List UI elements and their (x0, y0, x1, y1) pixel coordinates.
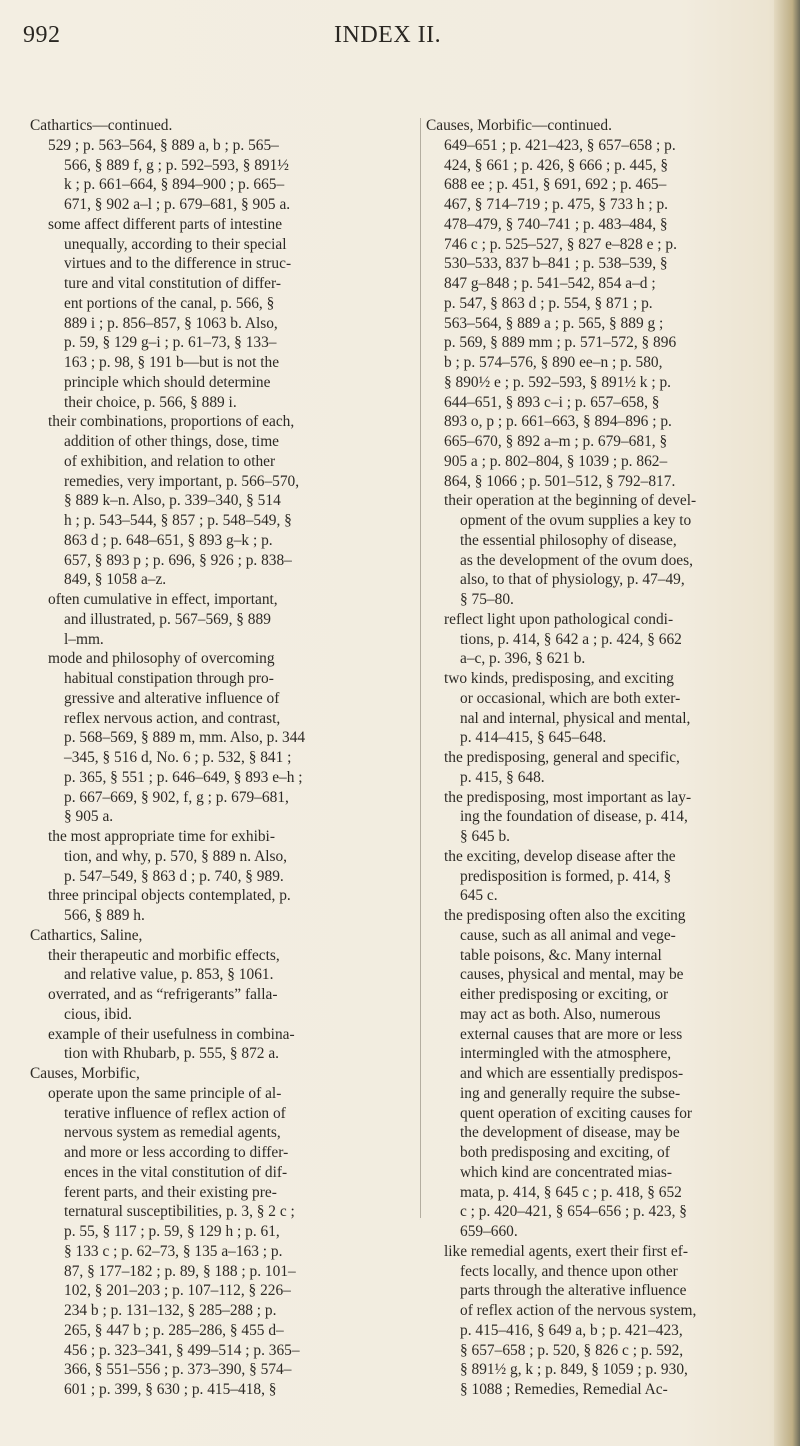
index-entry-line: some affect different parts of intestine (48, 215, 283, 233)
index-entry-line: k ; p. 661–664, § 894–900 ; p. 665– (64, 176, 285, 194)
index-entry-line: ences in the vital constitution of dif- (64, 1163, 288, 1181)
index-entry-line: 366, § 551–556 ; p. 373–390, § 574– (64, 1361, 292, 1379)
index-entry-line: mode and philosophy of overcoming (48, 650, 275, 668)
index-entry-line: opment of the ovum supplies a key to (460, 512, 692, 529)
index-entry-line: their operation at the beginning of devel- (444, 492, 697, 510)
index-entry-line: 87, § 177–182 ; p. 89, § 188 ; p. 101– (64, 1262, 296, 1280)
index-entry-line: nervous system as remedial agents, (64, 1124, 281, 1142)
index-entry-line: unequally, according to their special (64, 235, 287, 253)
index-entry-line: the development of disease, may be (460, 1124, 680, 1142)
index-entry-line: 478–479, § 740–741 ; p. 483–484, § (444, 215, 668, 233)
index-entry-line: ing the foundation of disease, p. 414, (460, 808, 688, 826)
index-entry-line: 467, § 714–719 ; p. 475, § 733 h ; p. (444, 196, 669, 213)
index-entry-line: mata, p. 414, § 645 c ; p. 418, § 652 (460, 1183, 682, 1201)
index-entry-line: § 1088 ; Remedies, Remedial Ac- (460, 1381, 668, 1398)
index-entry-line: 889 i ; p. 856–857, § 1063 b. Also, (64, 314, 278, 332)
index-entry-line: also, to that of physiology, p. 47–49, (460, 571, 685, 589)
index-entry-line: § 889 k–n. Also, p. 339–340, § 514 (64, 492, 281, 510)
page-number: 992 (23, 22, 61, 48)
index-entry-line: 688 ee ; p. 451, § 691, 692 ; p. 465– (444, 176, 667, 194)
index-entry-line: and more or less according to differ- (64, 1144, 289, 1161)
index-entry-line: § 905 a. (64, 808, 114, 826)
index-entry-line: addition of other things, dose, time (64, 433, 280, 450)
index-entry-line: the essential philosophy of disease, (460, 531, 677, 549)
index-entry-line: principle which should determine (64, 373, 271, 391)
index-entry-line: external causes that are more or less (460, 1025, 683, 1043)
index-entry-line: like remedial agents, exert their first ef- (444, 1242, 689, 1260)
index-entry-line: 649–651 ; p. 421–423, § 657–658 ; p. (444, 136, 676, 154)
right-column (426, 116, 800, 1400)
index-entry-line: the predisposing, most important as lay- (444, 788, 692, 806)
index-entry-line: nal and internal, physical and mental, (460, 709, 691, 727)
index-entry-line: cious, ibid. (64, 1005, 132, 1023)
index-entry-line: 530–533, 837 b–841 ; p. 538–539, § (444, 255, 668, 273)
index-entry-line: p. 59, § 129 g–i ; p. 61–73, § 133– (64, 334, 277, 352)
index-heading: Cathartics, Saline, (30, 926, 143, 944)
index-entry-line: 644–651, § 893 c–i ; p. 657–658, § (444, 393, 660, 411)
index-entry-line: or occasional, which are both exter- (460, 689, 681, 707)
index-entry-line: and relative value, p. 853, § 1061. (64, 966, 274, 984)
index-entry-line: p. 365, § 551 ; p. 646–649, § 893 e–h ; (64, 768, 303, 786)
index-entry-line: 265, § 447 b ; p. 285–286, § 455 d– (64, 1321, 284, 1339)
index-entry-line: fects locally, and thence upon other (460, 1262, 678, 1280)
index-entry-line: 849, § 1058 a–z. (64, 571, 167, 589)
index-entry-line: may act as both. Also, numerous (460, 1005, 661, 1023)
index-entry-line: ing and generally require the subse- (460, 1084, 681, 1102)
index-entry-line: 665–670, § 892 a–m ; p. 679–681, § (444, 433, 668, 450)
index-heading: Causes, Morbific—continued. (426, 117, 612, 134)
index-entry-line: § 657–658 ; p. 520, § 826 c ; p. 592, (460, 1341, 684, 1359)
index-entry-line: often cumulative in effect, important, (48, 591, 278, 608)
index-entry-line: virtues and to the difference in struc- (64, 255, 292, 273)
index-entry-line: intermingled with the atmosphere, (460, 1045, 672, 1063)
index-entry-line: overrated, and as “refrigerants” falla- (48, 986, 278, 1003)
index-heading: Causes, Morbific, (30, 1065, 140, 1082)
index-entry-line: both predisposing and exciting, of (460, 1144, 670, 1161)
index-entry-line: 566, § 889 f, g ; p. 592–593, § 891½ (64, 156, 289, 174)
index-entry-line: 905 a ; p. 802–804, § 1039 ; p. 862– (444, 452, 668, 470)
index-entry-line: § 890½ e ; p. 592–593, § 891½ k ; p. (444, 373, 672, 391)
index-entry-line: c ; p. 420–421, § 654–656 ; p. 423, § (460, 1203, 688, 1221)
index-entry-line: gressive and alterative influence of (64, 689, 280, 707)
index-entry-line: reflex nervous action, and contrast, (64, 709, 281, 727)
index-entry-line: which kind are concentrated mias- (460, 1163, 672, 1181)
index-entry-line: § 133 c ; p. 62–73, § 135 a–163 ; p. (64, 1242, 283, 1260)
index-entry-line: 746 c ; p. 525–527, § 827 e–828 e ; p. (444, 235, 677, 253)
index-entry-line: three principal objects contemplated, p. (48, 887, 291, 905)
index-entry-line: and illustrated, p. 567–569, § 889 (64, 610, 271, 628)
index-entry-line: reflect light upon pathological condi- (444, 610, 674, 628)
index-entry-line: 863 d ; p. 648–651, § 893 g–k ; p. (64, 531, 273, 549)
index-entry-line: 102, § 201–203 ; p. 107–112, § 226– (64, 1282, 291, 1300)
index-entry-line: 234 b ; p. 131–132, § 285–288 ; p. (64, 1302, 277, 1319)
index-entry-line: 645 c. (460, 887, 498, 905)
index-entry-line: h ; p. 543–544, § 857 ; p. 548–549, § (64, 512, 292, 529)
index-entry-line: 847 g–848 ; p. 541–542, 854 a–d ; (444, 275, 656, 292)
index-entry-line: the most appropriate time for exhibi- (48, 828, 275, 845)
index-entry-line: 893 o, p ; p. 661–663, § 894–896 ; p. (444, 413, 672, 431)
index-entry-line: example of their usefulness in combina- (48, 1025, 295, 1043)
index-entry-line: p. 547, § 863 d ; p. 554, § 871 ; p. (444, 294, 653, 312)
index-entry-line: 566, § 889 h. (64, 907, 145, 924)
index-entry-line: either predisposing or exciting, or (460, 986, 669, 1003)
index-entry-line: b ; p. 574–576, § 890 ee–n ; p. 580, (444, 354, 663, 371)
index-entry-line: two kinds, predisposing, and exciting (444, 670, 674, 687)
index-entry-line: ture and vital constitution of differ- (64, 275, 281, 292)
index-entry-line: ternatural susceptibilities, p. 3, § 2 c ; (64, 1203, 295, 1221)
running-title: INDEX II. (334, 22, 442, 48)
index-entry-line: § 75–80. (460, 591, 514, 608)
index-entry-line: p. 569, § 889 mm ; p. 571–572, § 896 (444, 334, 677, 352)
index-entry-line: tions, p. 414, § 642 a ; p. 424, § 662 (460, 630, 682, 648)
index-entry-line: 456 ; p. 323–341, § 499–514 ; p. 365– (64, 1341, 300, 1359)
index-entry-line: § 645 b. (460, 828, 511, 845)
index-entry-line: operate upon the same principle of al- (48, 1084, 282, 1102)
index-entry-line: tion with Rhubarb, p. 555, § 872 a. (64, 1045, 280, 1063)
index-entry-line: the predisposing, general and specific, (444, 749, 680, 766)
index-entry-line: quent operation of exciting causes for (460, 1104, 693, 1122)
index-entry-line: and which are essentially predispos- (460, 1065, 684, 1082)
index-entry-line: ent portions of the canal, p. 566, § (64, 294, 275, 312)
index-entry-line: cause, such as all animal and vege- (460, 926, 676, 944)
index-entry-line: of exhibition, and relation to other (64, 452, 276, 470)
index-entry-line: habitual constipation through pro- (64, 670, 274, 687)
index-entry-line: tion, and why, p. 570, § 889 n. Also, (64, 847, 288, 865)
index-entry-line: p. 414–415, § 645–648. (460, 729, 607, 747)
index-entry-line: predisposition is formed, p. 414, § (460, 867, 672, 885)
index-entry-line: p. 667–669, § 902, f, g ; p. 679–681, (64, 788, 289, 806)
index-entry-line: p. 415–416, § 649 a, b ; p. 421–423, (460, 1321, 683, 1339)
index-entry-line: parts through the alterative influence (460, 1282, 687, 1300)
index-entry-line: ferent parts, and their existing pre- (64, 1183, 277, 1201)
index-entry-line: 659–660. (460, 1223, 518, 1240)
index-entry-line: their therapeutic and morbific effects, (48, 946, 280, 964)
index-entry-line: the predisposing often also the exciting (444, 907, 686, 924)
index-entry-line: p. 55, § 117 ; p. 59, § 129 h ; p. 61, (64, 1223, 280, 1240)
index-entry-line: 864, § 1066 ; p. 501–512, § 792–817. (444, 472, 676, 490)
index-entry-line: their combinations, proportions of each, (48, 413, 295, 431)
index-entry-line: the exciting, develop disease after the (444, 847, 676, 865)
index-entry-line: 671, § 902 a–l ; p. 679–681, § 905 a. (64, 196, 291, 213)
index-entry-line: 529 ; p. 563–564, § 889 a, b ; p. 565– (48, 136, 279, 154)
index-entry-line: 563–564, § 889 a ; p. 565, § 889 g ; (444, 314, 664, 332)
index-entry-line: causes, physical and mental, may be (460, 966, 684, 984)
index-entry-line: p. 415, § 648. (460, 768, 545, 786)
index-entry-line: p. 568–569, § 889 m, mm. Also, p. 344 (64, 729, 306, 747)
index-entry-line: table poisons, &c. Many internal (460, 946, 662, 964)
index-entry-line: a–c, p. 396, § 621 b. (460, 650, 586, 668)
index-entry-line: l–mm. (64, 630, 104, 648)
page-header (0, 18, 800, 52)
index-entry-line: as the development of the ovum does, (460, 551, 693, 569)
index-entry-line: 657, § 893 p ; p. 696, § 926 ; p. 838– (64, 551, 292, 569)
index-entry-line: their choice, p. 566, § 889 i. (64, 393, 237, 411)
index-entry-line: p. 547–549, § 863 d ; p. 740, § 989. (64, 867, 284, 885)
index-entry-line: § 891½ g, k ; p. 849, § 1059 ; p. 930, (460, 1361, 688, 1379)
index-entry-line: terative influence of reflex action of (64, 1104, 286, 1122)
index-entry-line: 424, § 661 ; p. 426, § 666 ; p. 445, § (444, 156, 669, 174)
column-divider (420, 118, 421, 1218)
index-entry-line: of reflex action of the nervous system, (460, 1302, 697, 1319)
index-heading: Cathartics—continued. (30, 117, 173, 134)
index-entry-line: 163 ; p. 98, § 191 b—but is not the (64, 354, 280, 371)
index-entry-line: remedies, very important, p. 566–570, (64, 472, 300, 490)
index-entry-line: –345, § 516 d, No. 6 ; p. 532, § 841 ; (64, 749, 292, 766)
left-column (30, 116, 410, 1400)
index-entry-line: 601 ; p. 399, § 630 ; p. 415–418, § (64, 1381, 277, 1398)
